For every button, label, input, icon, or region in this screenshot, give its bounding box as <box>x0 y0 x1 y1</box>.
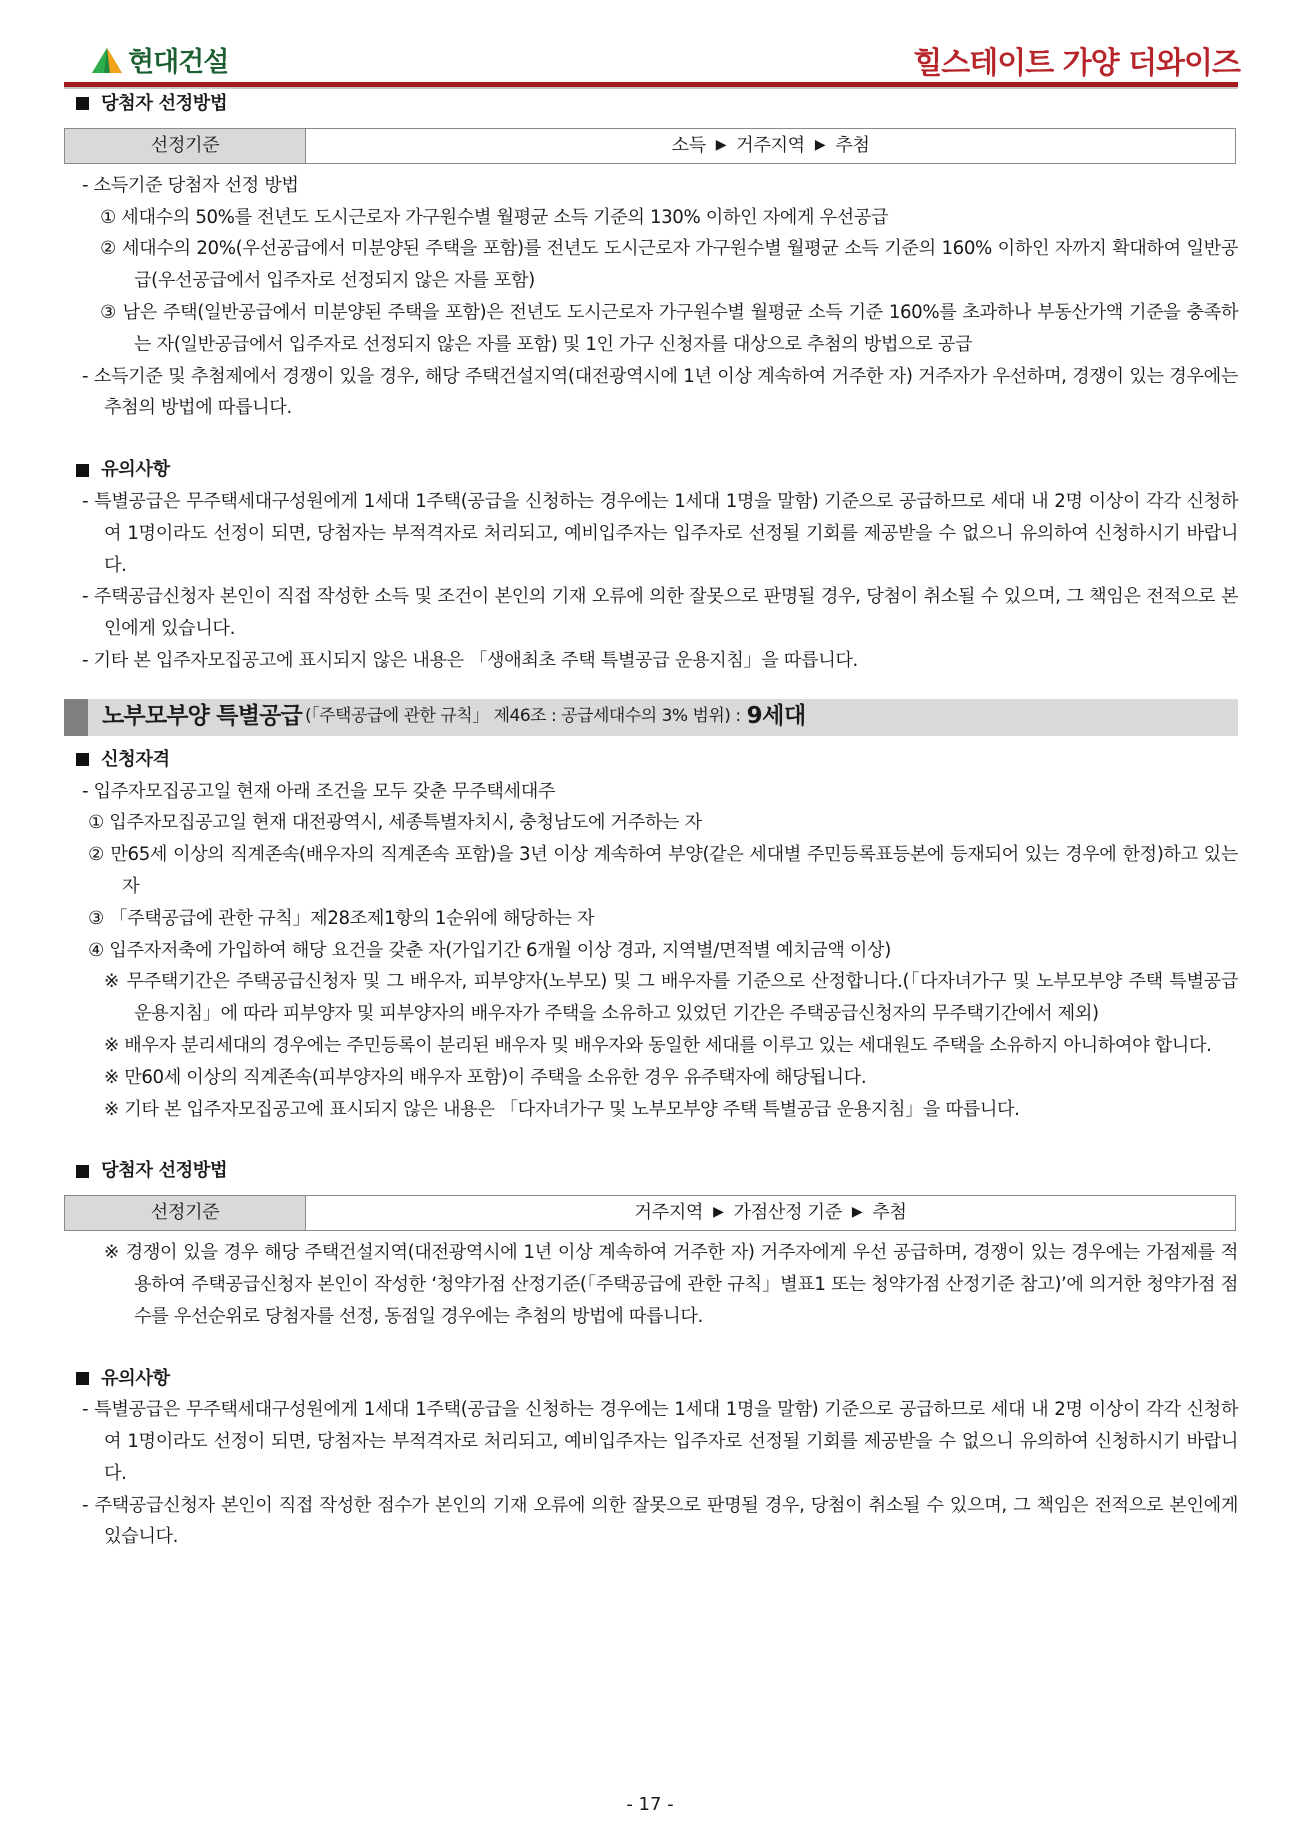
note-item: ※ 무주택기간은 주택공급신청자 및 그 배우자, 피부양자(노부모) 및 그 배우자를 기준으로 산정합니다.(「다자녀가구 및 노부모부양 주택 특별공급 운용지침」에 따라 피부양자 및 피부양자의 배우자가 주택을 소유하고 있었던 기간은 주택공급신청자의 무주택기간에서 제외) <box>104 971 1238 1025</box>
arrow-right-icon: ▶ <box>715 136 727 153</box>
table-label: 선정기준 <box>65 129 306 163</box>
table-steps: 거주지역 ▶ 가점산정 기준 ▶ 추첨 <box>306 1196 1235 1230</box>
list-item: - 기타 본 입주자모집공고에 표시되지 않은 내용은 「생애최초 주택 특별공급 운용지침」을 따릅니다. <box>82 649 858 671</box>
list-item: ④ 입주자저축에 가입하여 해당 요건을 갖춘 자(가입기간 6개월 이상 경과, 지역별/면적별 예치금액 이상) <box>88 939 891 961</box>
list-item: ① 입주자모집공고일 현재 대전광역시, 세종특별자치시, 충청남도에 거주하는 자 <box>88 812 702 834</box>
list-item: ① 세대수의 50%를 전년도 도시근로자 가구원수별 월평균 소득 기준의 130% 이하인 자에게 우선공급 <box>100 206 889 228</box>
list-item: - 주택공급신청자 본인이 직접 작성한 점수가 본인의 기재 오류에 의한 잘못으로 판명될 경우, 당첨이 취소될 수 있으며, 그 책임은 전적으로 본인에게 있습니다. <box>82 1494 1238 1548</box>
selection-criteria-table <box>64 1195 1236 1231</box>
band-subtitle: (「주택공급에 관한 규칙」 제46조 : 공급세대수의 3% 범위) : <box>304 706 741 727</box>
list-item: - 특별공급은 무주택세대구성원에게 1세대 1주택(공급을 신청하는 경우에는 1세대 1명을 말함) 기준으로 공급하므로 세대 내 2명 이상이 각각 신청하여 1명이라도 선정이 되면, 당첨자는 부적격자로 처리되고, 예비입주자는 입주자로 선정될 기회를 제공받을 수 없으니 유의하여 신청하시기 바랍니다. <box>82 490 1238 576</box>
square-bullet-icon <box>76 97 89 110</box>
content <box>64 88 1238 1553</box>
page-header <box>90 38 1240 80</box>
hyundai-logo <box>90 40 228 79</box>
list-item: ③ 「주택공급에 관한 규칙」제28조제1항의 1순위에 해당하는 자 <box>88 907 595 929</box>
band-accent <box>64 699 88 736</box>
table-steps: 소득 ▶ 거주지역 ▶ 추첨 <box>306 129 1235 163</box>
note-item: ※ 기타 본 입주자모집공고에 표시되지 않은 내용은 「다자녀가구 및 노부모부양 주택 특별공급 운용지침」을 따릅니다. <box>104 1098 1020 1120</box>
paragraph: - 소득기준 및 추첨제에서 경쟁이 있을 경우, 해당 주택건설지역(대전광역시에 1년 이상 계속하여 거주한 자) 거주자가 우선하며, 경쟁이 있는 경우에는 추첨의 방법에 따릅니다. <box>82 365 1238 419</box>
arrow-right-icon: ▶ <box>814 136 826 153</box>
list-item: ② 세대수의 20%(우선공급에서 미분양된 주택을 포함)를 전년도 도시근로자 가구원수별 월평균 소득 기준의 160% 이하인 자까지 확대하여 일반공급(우선공급에서 입주자로 선정되지 않은 자를 포함) <box>100 238 1238 292</box>
logo-text: 현대건설 <box>128 47 229 78</box>
square-bullet-icon <box>76 464 89 477</box>
list-item: ③ 남은 주택(일반공급에서 미분양된 주택을 포함)은 전년도 도시근로자 가구원수별 월평균 소득 기준 160%를 초과하나 부동산가액 기준을 충족하는 자(일반공급에서 입주자로 선정되지 않은 자를 포함) 및 1인 가구 신청자를 대상으로 추첨의 방법으로 공급 <box>100 301 1238 355</box>
selection-criteria-table <box>64 128 1236 164</box>
note-item: ※ 만60세 이상의 직계존속(피부양자의 배우자 포함)이 주택을 소유한 경우 유주택자에 해당됩니다. <box>104 1066 867 1088</box>
list-item: - 특별공급은 무주택세대구성원에게 1세대 1주택(공급을 신청하는 경우에는 1세대 1명을 말함) 기준으로 공급하므로 세대 내 2명 이상이 각각 신청하여 1명이라도 선정이 되면, 당첨자는 부적격자로 처리되고, 예비입주자는 입주자로 선정될 기회를 제공받을 수 없으니 유의하여 신청하시기 바랍니다. <box>82 1399 1238 1484</box>
table-label: 선정기준 <box>65 1196 306 1230</box>
section-band <box>64 699 1238 736</box>
section-heading: 신청자격 <box>64 744 1238 776</box>
section-heading: 당첨자 선정방법 <box>64 1155 1238 1187</box>
arrow-right-icon: ▶ <box>851 1204 863 1221</box>
brand-title: 힐스테이트 가양 더와이즈 <box>913 46 1240 81</box>
square-bullet-icon <box>76 1372 89 1385</box>
section-heading: 당첨자 선정방법 <box>64 88 1238 120</box>
arrow-right-icon: ▶ <box>713 1204 724 1221</box>
list-item: ② 만65세 이상의 직계존속(배우자의 직계존속 포함)을 3년 이상 계속하여 부양(같은 세대별 주민등록표등본에 등재되어 있는 경우에 한정)하고 있는 자 <box>88 844 1238 897</box>
section-heading: 유의사항 <box>64 454 1238 486</box>
triangle-logo-icon <box>90 45 124 75</box>
paragraph: - 소득기준 당첨자 선정 방법 <box>82 174 299 196</box>
list-item: - 주택공급신청자 본인이 직접 작성한 소득 및 조건이 본인의 기재 오류에 의한 잘못으로 판명될 경우, 당첨이 취소될 수 있으며, 그 책임은 전적으로 본인에게 있습니다. <box>82 586 1238 640</box>
section-heading: 유의사항 <box>64 1363 1238 1395</box>
page-number: - 17 - <box>626 1794 674 1815</box>
square-bullet-icon <box>76 753 89 766</box>
paragraph: - 입주자모집공고일 현재 아래 조건을 모두 갖춘 무주택세대주 <box>82 780 556 802</box>
note-item: ※ 경쟁이 있을 경우 해당 주택건설지역(대전광역시에 1년 이상 계속하여 거주한 자) 거주자에게 우선 공급하며, 경쟁이 있는 경우에는 가점제를 적용하여 주택공급신청자 본인이 작성한 ‘청약가점 산정기준(「주택공급에 관한 규칙」별표1 또는 청약가점 산정기준 참고)’에 의거한 청약가점 점수를 우선순위로 당첨자를 선정, 동점일 경우에는 추첨의 방법에 따릅니다. <box>104 1242 1238 1327</box>
note-item: ※ 배우자 분리세대의 경우에는 주민등록이 분리된 배우자 및 배우자와 동일한 세대를 이루고 있는 세대원도 주택을 소유하지 아니하여야 합니다. <box>104 1034 1212 1056</box>
band-title: 노부모부양 특별공급 <box>102 703 302 730</box>
band-count: 9세대 <box>746 703 806 730</box>
square-bullet-icon <box>76 1165 89 1178</box>
